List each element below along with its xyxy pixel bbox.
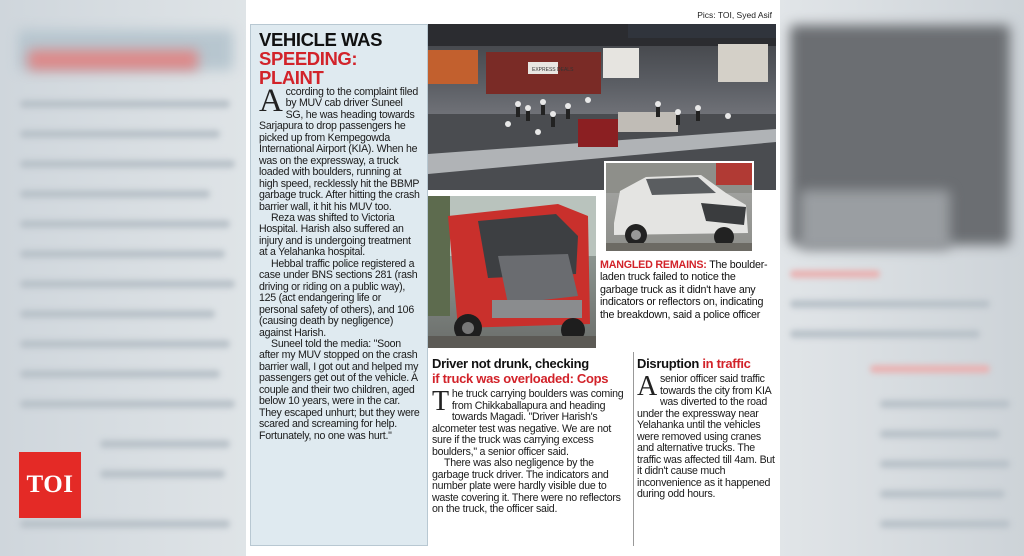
headline: VEHICLE WAS SPEEDING: PLAINT [259, 29, 383, 88]
main-story-body [259, 83, 421, 442]
damaged-truck-photo [428, 196, 596, 348]
dropcap: T [432, 386, 449, 417]
main-story-box [250, 24, 428, 546]
traffic-story [637, 356, 777, 501]
dropcap: A [637, 371, 657, 402]
caption-text: The boulder-laden truck failed to notice the garbage truck as it didn't have any indicators or reflectors on, indicating the breakdown, said a police officer [600, 259, 768, 321]
truck-sign: EXPRESS DEALS [532, 67, 574, 73]
story-paragraph: There was also negligence by the garbage truck driver. The indicators and number plate were hardly visible due to waste covering it. There were no reflectors on the truck, the officer said. [432, 457, 621, 515]
drunk-test-subhead: Driver not drunk, checking if truck was overloaded: Cops [432, 356, 609, 386]
toi-logo: TOI [19, 452, 81, 518]
photo-caption [600, 259, 776, 321]
drunk-test-story [432, 356, 632, 516]
drunk-test-body [432, 386, 632, 516]
story-paragraph: According to the complaint filed by MUV cab driver Suneel SG, he was heading towards Sarjapura to drop passengers he picked up from Kempegowda International Airport (KIA). When he was on the expressway, a truck loaded with boulders, running at high speed, recklessly hit the BBMP garbage truck. After hitting the crash barrier wall, it hit his MUV too. [259, 83, 420, 213]
column-divider [633, 352, 634, 546]
story-paragraph: The truck carrying boulders was coming from Chikkaballapura and heading towards Magadi. "Driver Harish's alcometer test was negative. We are not sure if the truck was carrying excess boulders," a senior officer said. [432, 386, 624, 458]
dropcap: A [259, 83, 283, 119]
story-paragraph: A senior officer said traffic towards the city from KIA was diverted to the road under the expressway near Yelahanka until the vehicles were removed using cranes and alternative trucks. The traffic was affected till 4am. But it didn't cause much inconvenience as it happened during odd hours. [637, 371, 775, 500]
newspaper-article [246, 0, 780, 556]
story-paragraph: Suneel told the media: "Soon after my MUV stopped on the crash barrier wall, I got out and helped my passengers get out of the vehicle. A couple and their two children, aged below 10 years, were in the car. They escaped unhurt; but they were scared and screaming for help. Fortunately, no one was hurt." [259, 337, 420, 442]
blurred-right-panel [780, 0, 1024, 556]
story-paragraph: Hebbal traffic police registered a case under BNS sections 281 (rash driving or riding on a public way), 125 (act endangering life or personal safety of others), and 106 (causing death by negligence) against Harish. [259, 257, 418, 339]
caption-label: MANGLED REMAINS: [600, 259, 707, 271]
traffic-subhead: Disruption in traffic [637, 356, 751, 371]
story-paragraph: Reza was shifted to Victoria Hospital. Harish also suffered an injury and is undergoing treatment at a Yelahanka hospital. [259, 211, 411, 259]
photo-credit: Pics: TOI, Syed Asif [697, 10, 772, 20]
mangled-car-photo [604, 161, 754, 253]
traffic-body [637, 371, 777, 501]
